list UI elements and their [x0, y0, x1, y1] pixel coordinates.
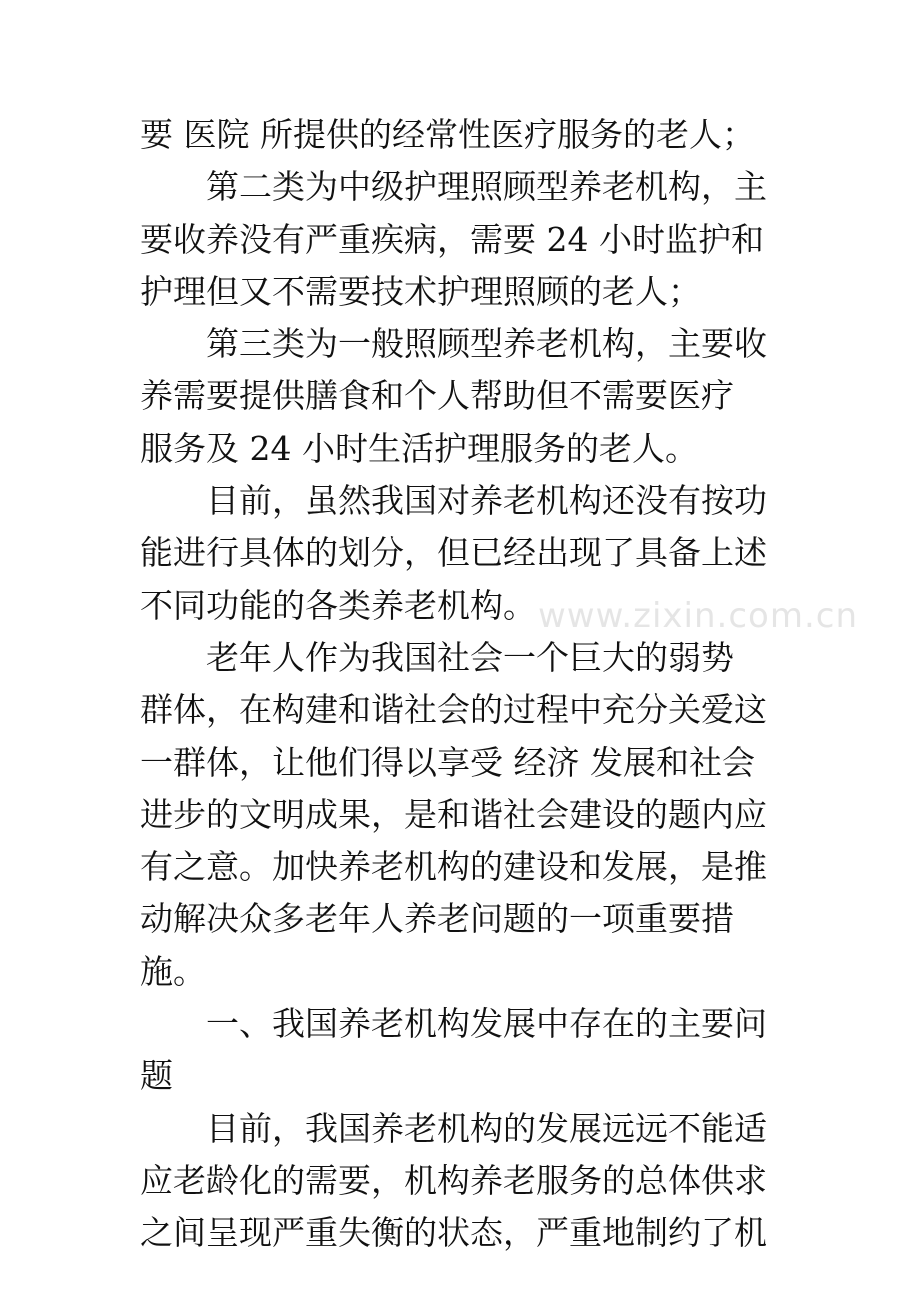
text-line: 动解决众多老年人养老问题的一项重要措	[140, 899, 734, 939]
text-line: 进步的文明成果，是和谐社会建设的题内应	[140, 794, 767, 834]
text-line: 老年人作为我国社会一个巨大的弱势	[206, 637, 734, 677]
text-line: 之间呈现严重失衡的状态，严重地制约了机	[140, 1213, 767, 1253]
text-line: 第三类为一般照顾型养老机构，主要收	[206, 324, 767, 364]
text-line: 目前，虽然我国对养老机构还没有按功	[206, 481, 767, 521]
text-line: 一群体，让他们得以享受 经济 发展和社会	[140, 742, 755, 782]
text-line: 要收养没有严重疾病，需要 24 小时监护和	[140, 219, 764, 259]
text-line: 目前，我国养老机构的发展远远不能适	[206, 1108, 767, 1148]
text-line: 护理但又不需要技术护理照顾的老人；	[140, 271, 701, 311]
body-text	[140, 109, 800, 1260]
text-line: 第二类为中级护理照顾型养老机构，主	[206, 167, 767, 207]
watermark: www.zixin.com.cn	[538, 596, 858, 636]
text-line: 施。	[140, 951, 206, 991]
text-line: 应老龄化的需要，机构养老服务的总体供求	[140, 1160, 767, 1200]
text-line: 服务及 24 小时生活护理服务的老人。	[140, 428, 698, 468]
text-line: 有之意。加快养老机构的建设和发展，是推	[140, 847, 767, 887]
text-line: 能进行具体的划分，但已经出现了具备上述	[140, 533, 767, 573]
text-line: 不同功能的各类养老机构。	[140, 585, 536, 625]
text-line: 群体，在构建和谐社会的过程中充分关爱这	[140, 690, 767, 730]
text-line: 养需要提供膳食和个人帮助但不需要医疗	[140, 376, 734, 416]
section-heading-line: 题	[140, 1056, 173, 1096]
text-line: 要 医院 所提供的经常性医疗服务的老人；	[140, 115, 755, 154]
section-heading-line: 一、我国养老机构发展中存在的主要问	[206, 1004, 767, 1044]
